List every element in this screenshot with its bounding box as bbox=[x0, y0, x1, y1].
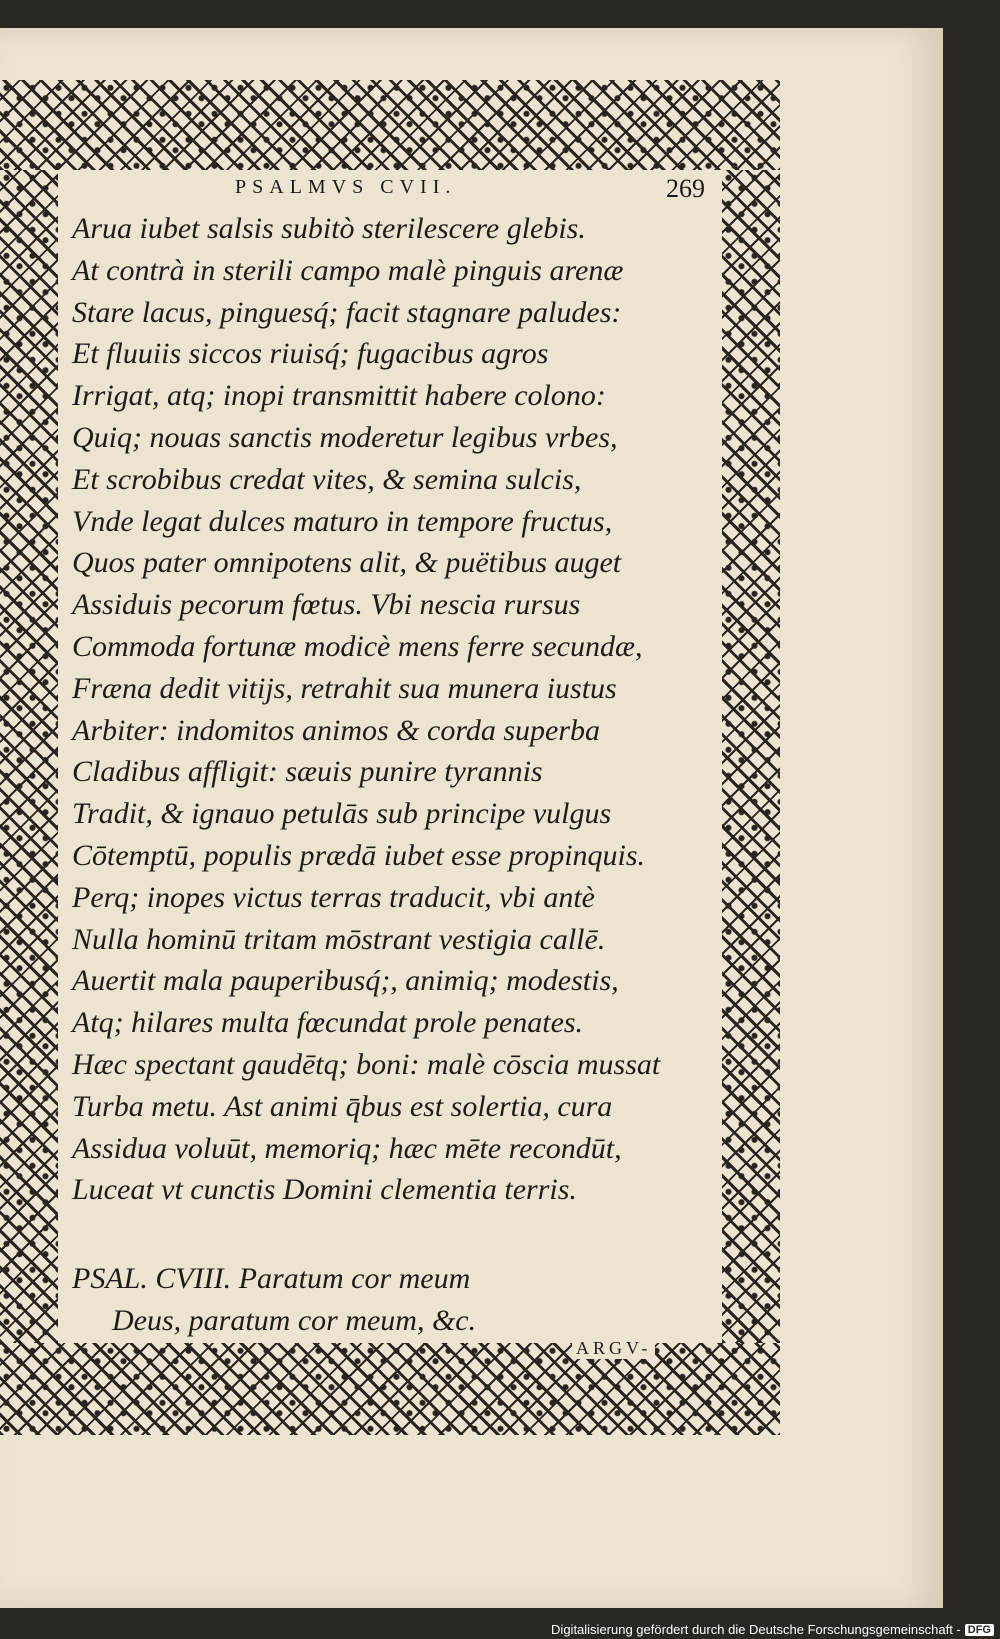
text-line: Quiq; nouas sanctis moderetur legibus vrbes, bbox=[72, 420, 618, 454]
psalm-heading-line-2: Deus, paratum cor meum, &c. bbox=[112, 1304, 477, 1337]
text-line: Commoda fortunæ modicè mens ferre secundæ, bbox=[72, 629, 643, 663]
text-line: Cladibus affligit: sæuis punire tyrannis bbox=[72, 755, 543, 789]
text-line: Arua iubet salsis subitò sterilescere glebis. bbox=[72, 212, 586, 245]
text-line: Tradit, & ignauo petulās sub principe vulgus bbox=[72, 797, 612, 831]
catchword: ARGV- bbox=[572, 1338, 655, 1359]
running-title: PSALMVS CVII. bbox=[235, 176, 457, 198]
psalm-text bbox=[72, 208, 717, 1211]
text-line: Atq; hilares multa fœcundat prole penates. bbox=[72, 1006, 584, 1040]
text-line: Arbiter: indomitos animos & corda superba bbox=[72, 713, 601, 747]
text-line: Perq; inopes victus terras traducit, vbi antè bbox=[72, 880, 595, 914]
text-line: Et fluuiis siccos riuisq́; fugacibus agros bbox=[72, 337, 549, 371]
ornamental-border-right bbox=[722, 170, 780, 1343]
book-page bbox=[0, 28, 943, 1608]
footer-text: Digitalisierung gefördert durch die Deutsche Forschungsgemeinschaft - bbox=[551, 1622, 961, 1637]
text-line: Turba metu. Ast animi q̄bus est solertia, cura bbox=[72, 1089, 613, 1123]
text-line: Fræna dedit vitijs, retrahit sua munera iustus bbox=[72, 671, 617, 705]
text-line: Auertit mala pauperibusq́;, animiq; modestis, bbox=[72, 964, 619, 998]
text-line: Irrigat, atq; inopi transmittit habere colono: bbox=[72, 379, 606, 413]
text-line: Quos pater omnipotens alit, & puëtibus auget bbox=[72, 546, 622, 580]
text-line: At contrà in sterili campo malè pinguis arenæ bbox=[72, 253, 624, 287]
psalm-heading bbox=[72, 1258, 717, 1342]
text-line: Stare lacus, pinguesq́; facit stagnare paludes: bbox=[72, 295, 622, 329]
page-number: 269 bbox=[666, 174, 705, 203]
dfg-logo: DFG bbox=[965, 1624, 994, 1636]
psalm-heading-line-1: PSAL. CVIII. Paratum cor meum bbox=[72, 1262, 471, 1295]
ornamental-border-left bbox=[0, 170, 58, 1343]
ornamental-border-top bbox=[0, 80, 780, 170]
ornamental-border-bottom bbox=[0, 1343, 780, 1435]
text-line: Luceat vt cunctis Domini clementia terris. bbox=[72, 1173, 577, 1207]
page-header bbox=[235, 174, 705, 208]
text-line: Nulla hominū tritam mōstrant vestigia callē. bbox=[72, 922, 606, 956]
digitization-footer bbox=[551, 1622, 994, 1637]
text-line: Assiduis pecorum fœtus. Vbi nescia rursus bbox=[72, 588, 581, 622]
text-line: Cōtemptū, populis prædā iubet esse propinquis. bbox=[72, 838, 646, 872]
text-line: Et scrobibus credat vites, & semina sulcis, bbox=[72, 462, 582, 496]
text-line: Hæc spectant gaudētq; boni: malè cōscia mussat bbox=[72, 1047, 661, 1081]
text-line: Vnde legat dulces maturo in tempore fructus, bbox=[72, 504, 613, 538]
text-line: Assidua voluūt, memoriq; hæc mēte recondūt, bbox=[72, 1131, 622, 1165]
